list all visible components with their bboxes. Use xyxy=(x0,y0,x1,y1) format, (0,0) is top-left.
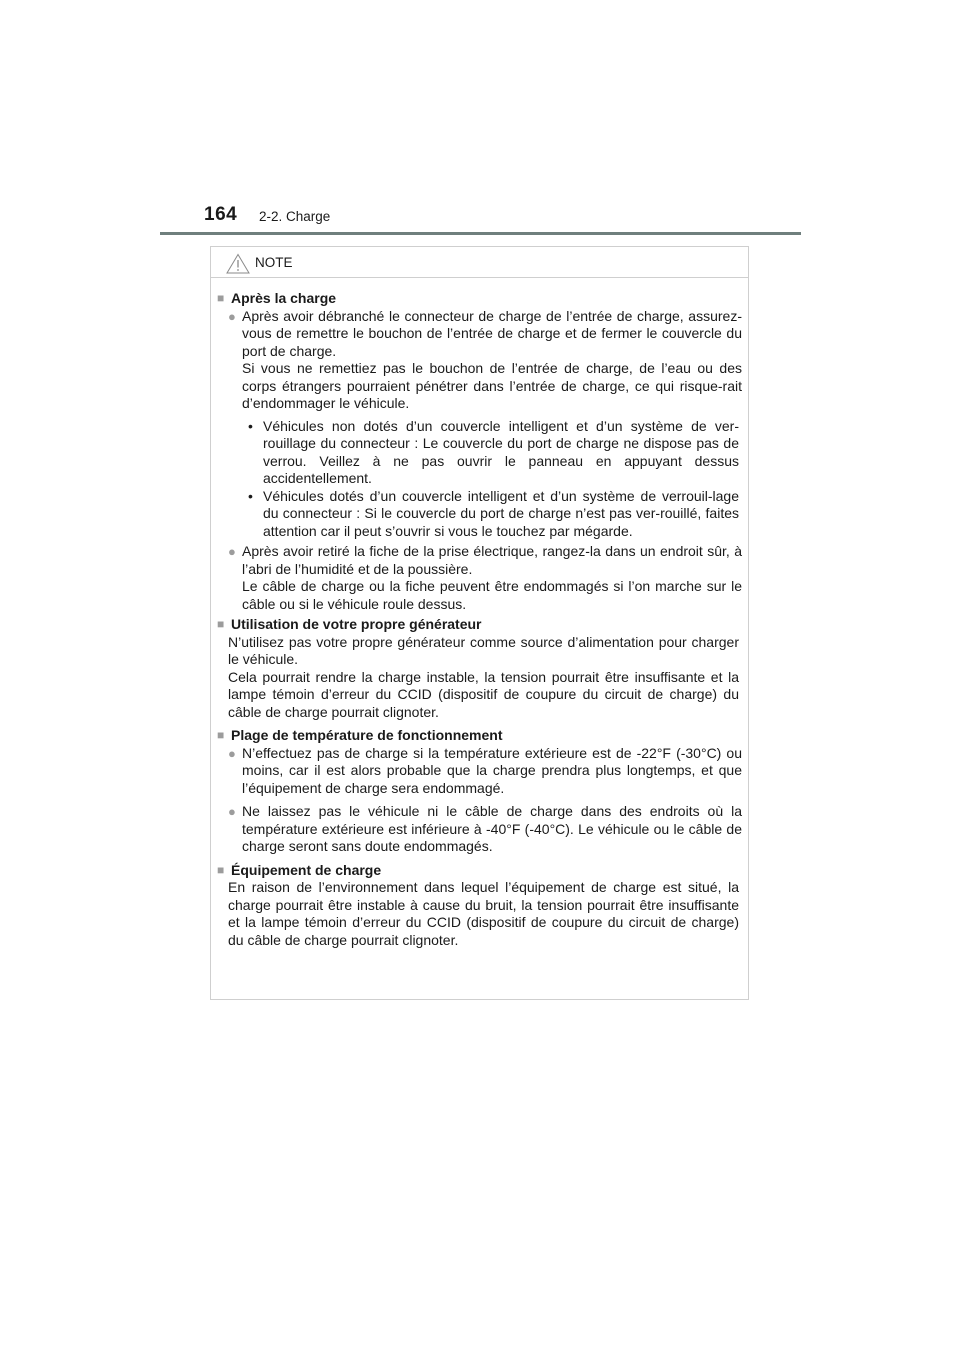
section-title-text: Plage de température de fonctionnement xyxy=(231,727,503,743)
section-own-generator xyxy=(217,616,742,721)
paragraph: Ne laissez pas le véhicule ni le câble de charge dans des endroits où la température extérieure est inférieure à -40°F (-40°C). Le véhicule ou le câble de charge seront sans doute endommagés. xyxy=(242,803,742,854)
section-body xyxy=(228,634,739,722)
sub-list-item-text: Véhicules non dotés d’un couvercle intelligent et d’un système de ver-rouillage du connecteur : Le couvercle du port de charge ne dispose pas de verrou. Veillez à ne pas ouvrir le panneau en appuyant dessus accidentellement. xyxy=(263,417,739,486)
section-heading xyxy=(217,727,742,745)
section-title-text: Utilisation de votre propre générateur xyxy=(231,616,482,632)
paragraph: Le câble de charge ou la fiche peuvent être endommagés si l’on marche sur le câble ou si le véhicule roule dessus. xyxy=(242,578,742,612)
square-bullet-icon: ■ xyxy=(217,728,225,742)
header-divider xyxy=(160,232,801,235)
section-heading xyxy=(217,290,742,308)
section-heading xyxy=(217,862,742,880)
square-bullet-icon: ■ xyxy=(217,291,225,305)
paragraph: Après avoir débranché le connecteur de charge de l’entrée de charge, assurez-vous de remettre le bouchon de l’entrée de charge et de fermer le couvercle du port de charge. xyxy=(242,307,742,359)
note-box xyxy=(210,246,749,1000)
section-after-charging xyxy=(217,290,742,613)
list-item xyxy=(228,308,742,541)
section-body xyxy=(228,879,739,949)
section-title-text: Après la charge xyxy=(231,290,337,306)
circle-bullet-icon: ● xyxy=(228,745,236,761)
section-title: 2-2. Charge xyxy=(259,209,331,224)
paragraph: Si vous ne remettiez pas le bouchon de l’entrée de charge, de l’eau ou des corps étrangers pourraient pénétrer dans l’entrée de charge, ce qui risque-rait d’endommager le véhicule. xyxy=(242,360,742,411)
note-header xyxy=(211,247,748,278)
paragraph: En raison de l’environnement dans lequel l’équipement de charge est situé, la charge pourrait être instable à cause du bruit, la tension pourrait être insuffisante et la lampe témoin d’erreur du CCID (dispositif de coupure du circuit de charge) du câble de charge pourrait clignoter. xyxy=(228,879,739,948)
sub-list-item xyxy=(242,488,739,541)
section-body xyxy=(228,745,742,856)
paragraph: N’utilisez pas votre propre générateur comme source d’alimentation pour charger le véhicule. xyxy=(228,633,739,667)
note-body xyxy=(211,278,748,949)
list-item xyxy=(228,745,742,798)
section-charging-equipment xyxy=(217,862,742,950)
section-heading xyxy=(217,616,742,634)
small-bullet-icon: • xyxy=(248,487,253,504)
section-title-text: Équipement de charge xyxy=(231,861,382,878)
paragraph: Après avoir retiré la fiche de la prise électrique, rangez-la dans un endroit sûr, à l’abri de l’humidité et de la poussière. xyxy=(242,543,742,577)
small-bullet-icon: • xyxy=(248,417,253,434)
section-body xyxy=(228,308,742,614)
paragraph: N’effectuez pas de charge si la température extérieure est de -22°F (-30°C) ou moins, car il est alors probable que la charge prendra plus longtemps, et que l’équipement de charge sera endommagé. xyxy=(242,744,742,796)
section-temperature-range xyxy=(217,727,742,856)
sub-list xyxy=(242,418,742,541)
square-bullet-icon: ■ xyxy=(217,617,225,631)
square-bullet-icon: ■ xyxy=(217,862,225,877)
sub-list-item xyxy=(242,418,739,488)
circle-bullet-icon: ● xyxy=(228,308,236,324)
sub-list-item-text: Véhicules dotés d’un couvercle intelligent et d’un système de verrouil-lage du connecteur : Si le couvercle du port de charge n’est pas ver-rouillé, faites attention car il peut s’ouvrir si vous le touchez par mégarde. xyxy=(263,487,739,539)
paragraph: Cela pourrait rendre la charge instable, la tension pourrait être insuffisante et la lampe témoin d’erreur du CCID (dispositif de coupure du circuit de charge) du câble de charge pourrait clignoter. xyxy=(228,668,739,720)
list-item xyxy=(228,803,742,856)
note-label: NOTE xyxy=(255,255,293,270)
list-item xyxy=(228,543,742,613)
circle-bullet-icon: ● xyxy=(228,804,236,819)
page-number: 164 xyxy=(204,204,238,225)
warning-triangle-icon xyxy=(226,253,250,274)
circle-bullet-icon: ● xyxy=(228,544,236,559)
